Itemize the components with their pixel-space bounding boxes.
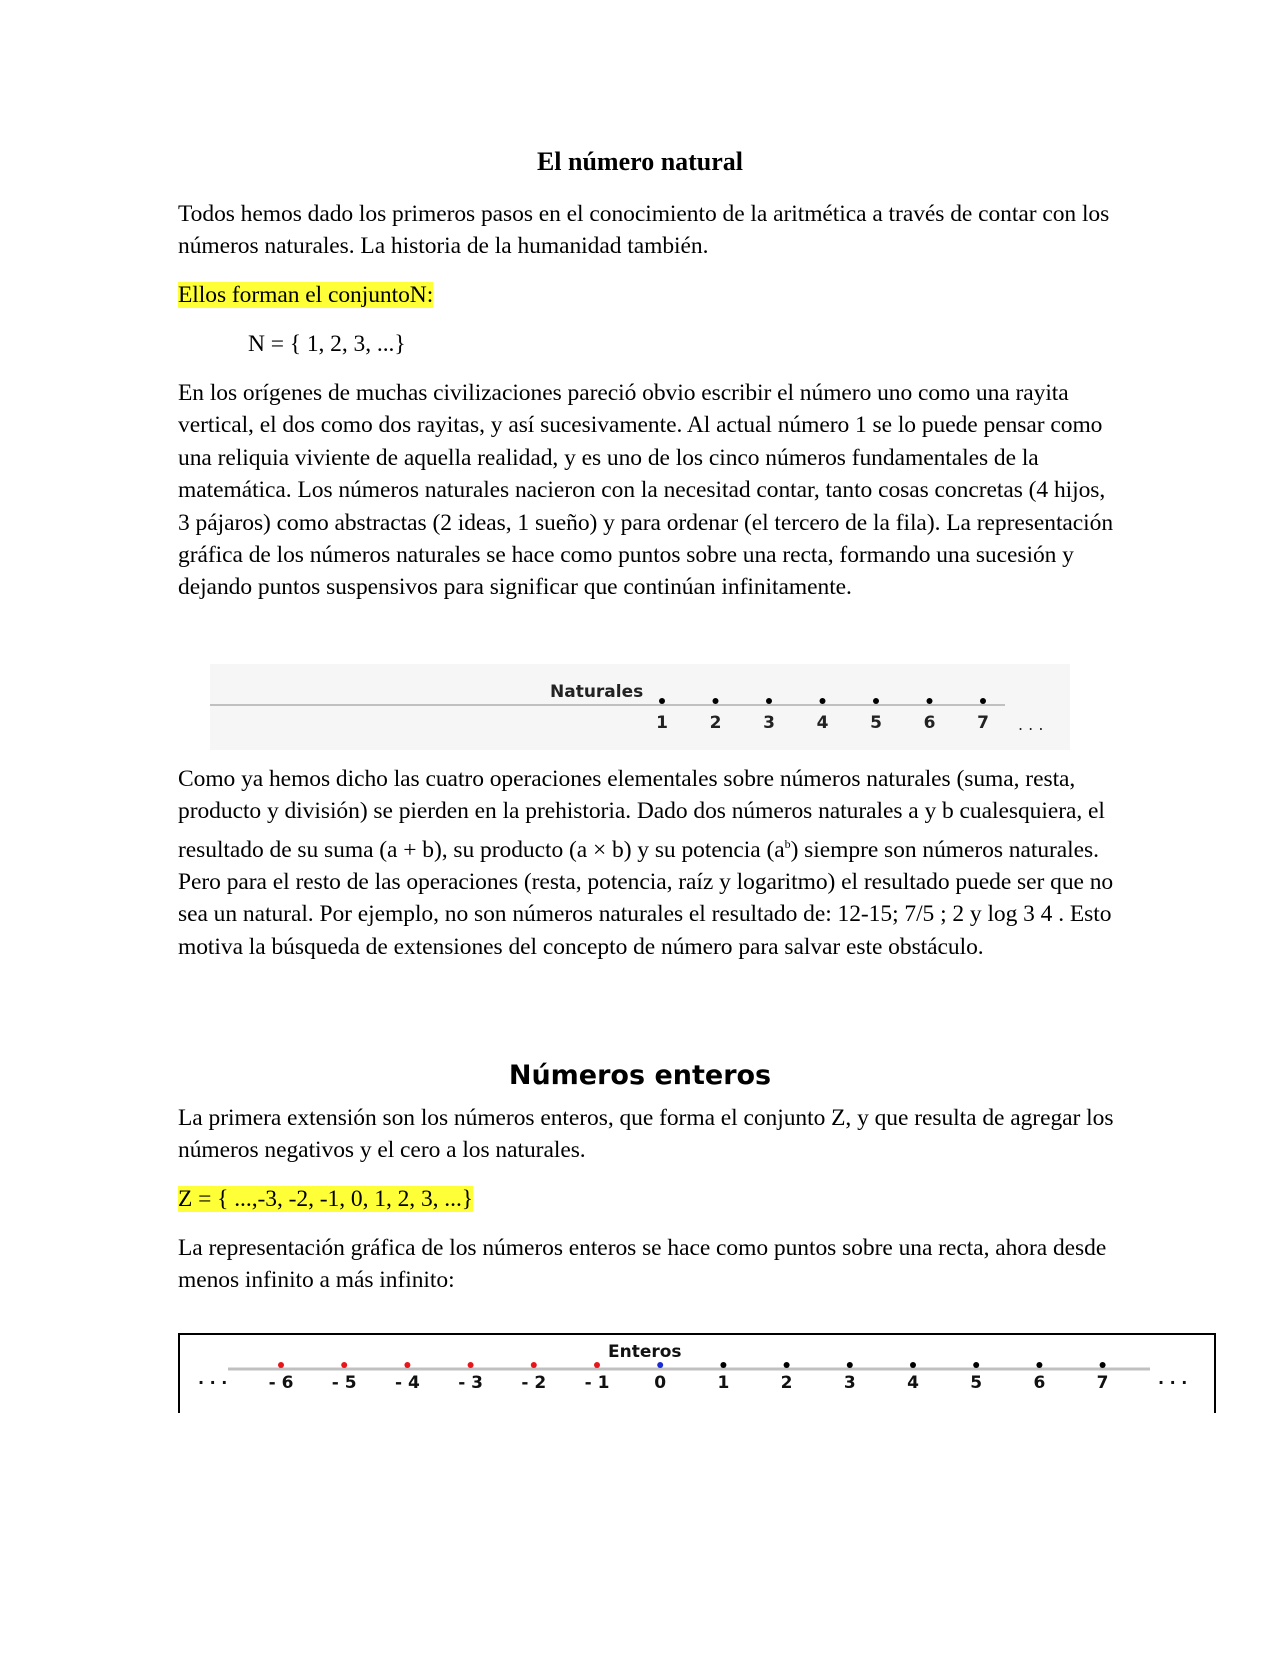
ellipsis-right: . . . bbox=[1018, 715, 1044, 734]
tick-label-5: 5 bbox=[870, 713, 882, 733]
set-n-definition: N = { 1, 2, 3, ...} bbox=[248, 331, 406, 357]
tick-label-1: 1 bbox=[656, 713, 668, 733]
tick-dot-5 bbox=[973, 1362, 979, 1368]
paragraph-enteros-intro: La primera extensión son los números enteros, que forma el conjunto Z, y que resulta de agregar los números negativos y el cero a los naturales. bbox=[178, 1105, 1114, 1164]
tick-label--2: - 2 bbox=[521, 1373, 547, 1393]
enteros-number-line-figure bbox=[178, 1333, 1216, 1413]
tick-dot-6 bbox=[927, 698, 933, 704]
highlighted-line-set-n bbox=[178, 279, 1118, 311]
superscript-b: b bbox=[784, 836, 791, 851]
para-text-part-1: Como ya hemos dicho las cuatro operaciones elementales sobre números naturales (suma, resta, producto y división) se pierden en la prehistoria. Dado dos números naturales a y b cualesquiera, el resultado de su suma (a + b), su producto (a × b) y su potencia (a bbox=[178, 766, 1105, 863]
ellipsis-right: · · · bbox=[1158, 1373, 1188, 1392]
ellipsis-left: · · · bbox=[198, 1373, 228, 1392]
tick-dot--2 bbox=[531, 1362, 537, 1368]
figure-label: Enteros bbox=[608, 1342, 682, 1362]
highlight-text: Z = { ...,-3, -2, -1, 0, 1, 2, 3, ...} bbox=[178, 1186, 473, 1212]
section-title-enteros: Números enteros bbox=[508, 1060, 772, 1091]
paragraph-operations bbox=[178, 763, 1118, 963]
paragraph-enteros-representation: La representación gráfica de los números enteros se hace como puntos sobre una recta, ahora desde menos infinito a más infinito: bbox=[178, 1235, 1107, 1294]
figure-label: Naturales bbox=[550, 682, 644, 702]
tick-dot-4 bbox=[910, 1362, 916, 1368]
paragraph-origins: En los orígenes de muchas civilizaciones pareció obvio escribir el número uno como una rayita vertical, el dos como dos rayitas, y así sucesivamente. Al actual número 1 se lo puede pensar como una reliquia viviente de aquella realidad, y es uno de los cinco números fundamentales de la matemática. Los números naturales nacieron con la necesitad contar, tanto cosas concretas (4 hijos, 3 pájaros) como abstractas (2 ideas, 1 sueño) y para ordenar (el tercero de la fila). La representación gráfica de los números naturales se hace como puntos sobre una recta, formando una sucesión y dejando puntos suspensivos para significar que continúan infinitamente. bbox=[178, 380, 1114, 601]
tick-dot-2 bbox=[784, 1362, 790, 1368]
tick-label--4: - 4 bbox=[394, 1373, 420, 1393]
tick-label-3: 3 bbox=[843, 1373, 856, 1393]
tick-label--5: - 5 bbox=[331, 1373, 357, 1393]
highlight-text: Ellos forman el conjuntoN: bbox=[178, 282, 434, 308]
tick-label-3: 3 bbox=[763, 713, 775, 733]
tick-dot-3 bbox=[847, 1362, 853, 1368]
tick-label-2: 2 bbox=[709, 713, 722, 733]
tick-label-6: 6 bbox=[1033, 1373, 1046, 1393]
tick-dot--3 bbox=[468, 1362, 474, 1368]
tick-label-1: 1 bbox=[717, 1373, 730, 1393]
tick-label-5: 5 bbox=[970, 1373, 983, 1393]
highlighted-line-set-z bbox=[178, 1183, 1118, 1215]
tick-dot-7 bbox=[980, 698, 986, 704]
tick-dot-4 bbox=[820, 698, 826, 704]
tick-label-0: 0 bbox=[654, 1373, 667, 1393]
tick-dot--1 bbox=[594, 1362, 600, 1368]
paragraph-intro: Todos hemos dado los primeros pasos en el conocimiento de la aritmética a través de contar con los números naturales. La historia de la humanidad también. bbox=[178, 201, 1110, 260]
naturales-number-line-figure bbox=[210, 664, 1070, 750]
tick-dot-1 bbox=[720, 1362, 726, 1368]
tick-label-6: 6 bbox=[923, 713, 936, 733]
enteros-number-line bbox=[180, 1335, 1214, 1413]
tick-dot--4 bbox=[404, 1362, 410, 1368]
tick-dot-0 bbox=[657, 1362, 663, 1368]
tick-group bbox=[269, 1362, 1109, 1393]
section-title-natural: El número natural bbox=[536, 147, 744, 176]
tick-label-2: 2 bbox=[780, 1373, 793, 1393]
tick-dot-3 bbox=[766, 698, 772, 704]
tick-label--3: - 3 bbox=[458, 1373, 484, 1393]
tick-dot-2 bbox=[713, 698, 719, 704]
tick-label-7: 7 bbox=[977, 713, 989, 733]
tick-dot--5 bbox=[341, 1362, 347, 1368]
tick-label-4: 4 bbox=[907, 1373, 919, 1393]
tick-dot-6 bbox=[1036, 1362, 1042, 1368]
tick-dot--6 bbox=[278, 1362, 284, 1368]
tick-dot-1 bbox=[659, 698, 665, 704]
tick-group bbox=[656, 698, 989, 733]
tick-label--6: - 6 bbox=[268, 1373, 294, 1393]
tick-label-4: 4 bbox=[816, 713, 829, 733]
tick-label--1: - 1 bbox=[584, 1373, 610, 1393]
naturales-number-line bbox=[210, 664, 1070, 750]
tick-dot-7 bbox=[1100, 1362, 1106, 1368]
para-text-part-2: ) siempre son números naturales. Pero para el resto de las operaciones (resta, potencia, raíz y logaritmo) el resultado puede ser que no sea un natural. Por ejemplo, no son números naturales el resultado de: 12-15; 7/5 ; 2 y log 3 4 . Esto motiva la búsqueda de extensiones del concepto de número para salvar este obstáculo. bbox=[178, 836, 1114, 960]
tick-label-7: 7 bbox=[1096, 1373, 1109, 1393]
tick-dot-5 bbox=[873, 698, 879, 704]
